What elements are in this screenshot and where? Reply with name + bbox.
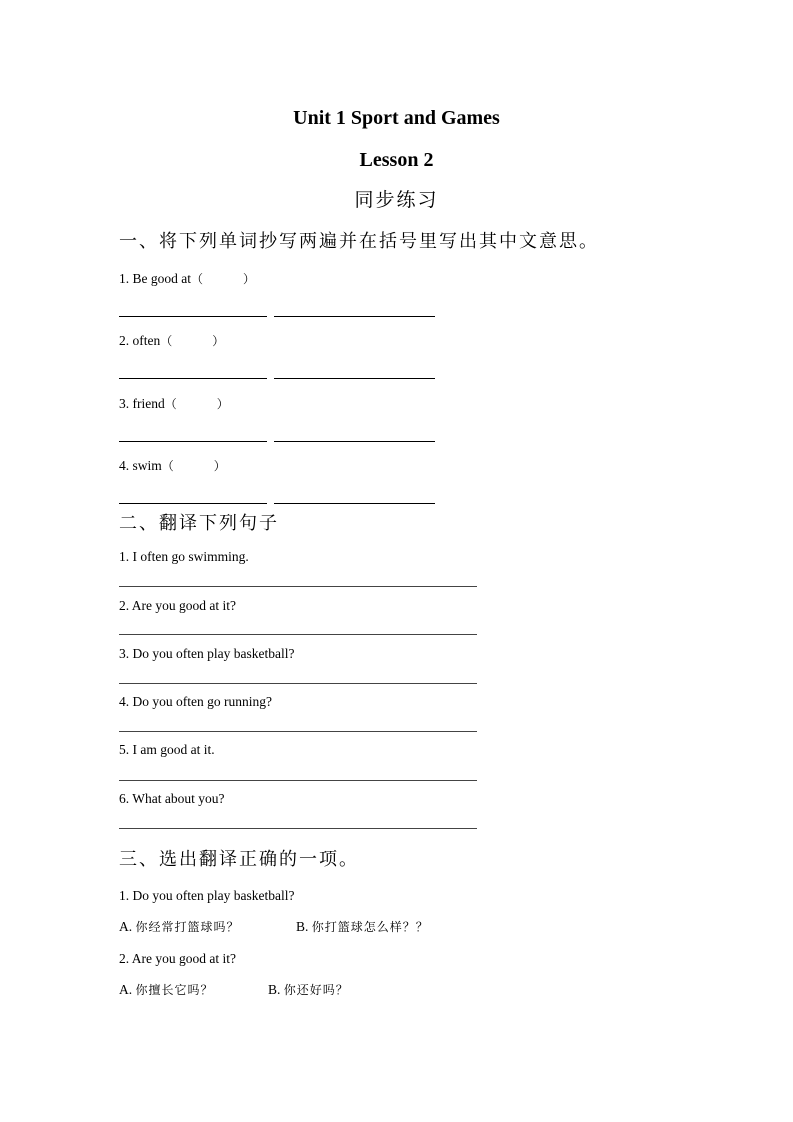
copy-line-4b — [274, 503, 435, 504]
answer-line-2 — [119, 634, 477, 635]
paren-close: ） — [243, 272, 256, 286]
option-label: A. — [119, 919, 133, 934]
paren-open: （ — [160, 334, 173, 348]
sentence-2: 2. Are you good at it? — [119, 598, 236, 613]
choice-question-1: 1. Do you often play basketball? — [119, 888, 295, 903]
option-1b[interactable] — [296, 918, 429, 936]
paren-close: ） — [216, 397, 229, 411]
choice-question-2: 2. Are you good at it? — [119, 951, 236, 966]
sentence-1: 1. I often go swimming. — [119, 549, 249, 564]
paren-close: ） — [212, 334, 225, 348]
option-text: 你经常打篮球吗？ — [135, 920, 240, 934]
paren-open: （ — [164, 397, 177, 411]
copy-line-1a — [119, 316, 267, 317]
option-label: B. — [296, 919, 309, 934]
answer-line-5 — [119, 780, 477, 781]
option-1a[interactable] — [119, 918, 240, 936]
option-label: A. — [119, 982, 133, 997]
section2-heading: 二、翻译下列句子 — [119, 513, 279, 534]
answer-line-6 — [119, 828, 477, 829]
option-text: 你还好吗？ — [283, 983, 349, 997]
word-item-4 — [119, 457, 226, 475]
subtitle: 同步练习 — [354, 189, 439, 211]
option-text: 你打篮球怎么样？？ — [311, 920, 429, 934]
word-item-3 — [119, 395, 229, 413]
word-item-2 — [119, 332, 224, 350]
sentence-6: 6. What about you? — [119, 791, 225, 806]
sentence-3: 3. Do you often play basketball? — [119, 646, 295, 661]
option-text: 你擅长它吗？ — [135, 983, 214, 997]
section3-heading: 三、选出翻译正确的一项。 — [119, 849, 359, 870]
word-label: 2. often — [119, 333, 161, 348]
copy-line-1b — [274, 316, 435, 317]
paren-open: （ — [161, 459, 174, 473]
word-label: 1. Be good at — [119, 271, 191, 286]
copy-line-3b — [274, 441, 435, 442]
sentence-5: 5. I am good at it. — [119, 742, 215, 757]
copy-line-4a — [119, 503, 267, 504]
word-item-1 — [119, 270, 255, 288]
copy-line-3a — [119, 441, 267, 442]
answer-line-3 — [119, 683, 477, 684]
paren-open: （ — [191, 272, 204, 286]
option-2a[interactable] — [119, 981, 214, 999]
copy-line-2b — [274, 378, 435, 379]
sentence-4: 4. Do you often go running? — [119, 694, 272, 709]
word-label: 3. friend — [119, 396, 165, 411]
answer-line-4 — [119, 731, 477, 732]
option-label: B. — [268, 982, 281, 997]
page-title: Unit 1 Sport and Games — [293, 107, 500, 129]
answer-line-1 — [119, 586, 477, 587]
section1-heading: 一、将下列单词抄写两遍并在括号里写出其中文意思。 — [119, 231, 599, 252]
lesson-title: Lesson 2 — [359, 149, 434, 171]
paren-close: ） — [213, 459, 226, 473]
option-2b[interactable] — [268, 981, 349, 999]
copy-line-2a — [119, 378, 267, 379]
word-label: 4. swim — [119, 458, 162, 473]
